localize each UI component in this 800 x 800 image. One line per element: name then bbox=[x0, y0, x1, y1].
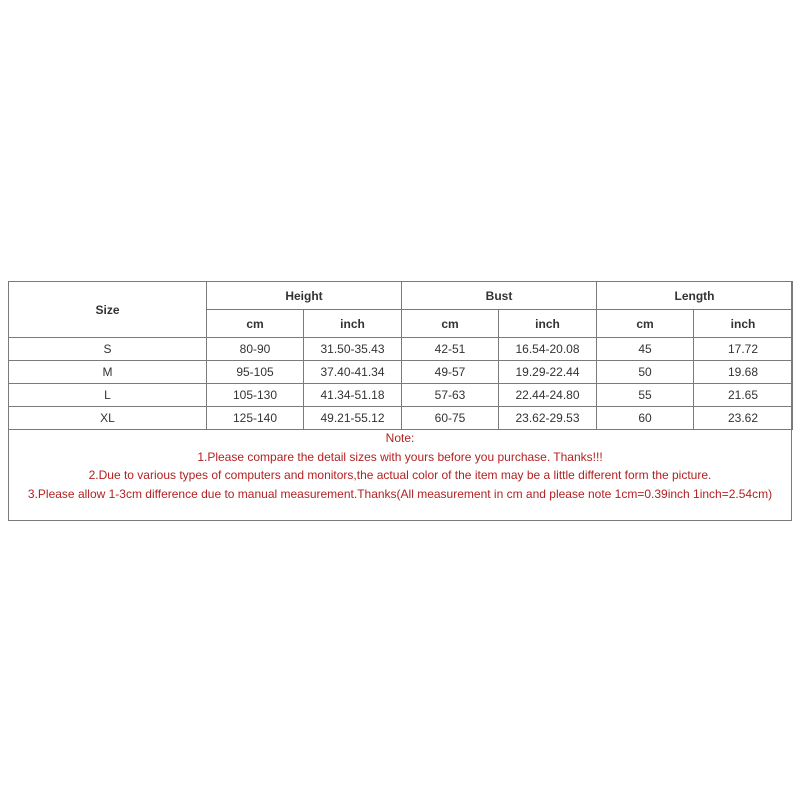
bust-cm-cell: 60-75 bbox=[402, 407, 499, 430]
bust-inch-cell: 16.54-20.08 bbox=[499, 338, 597, 361]
bust-cm-cell: 57-63 bbox=[402, 384, 499, 407]
unit-header-length-cm: cm bbox=[597, 310, 694, 338]
note-line-3: 3.Please allow 1-3cm difference due to manual measurement.Thanks(All measurement in cm and please note 1cm=0.39inch 1inch=2.54cm) bbox=[27, 486, 773, 501]
size-cell: XL bbox=[9, 407, 207, 430]
unit-header-bust-inch: inch bbox=[499, 310, 597, 338]
length-cm-cell: 60 bbox=[597, 407, 694, 430]
length-group-header: Length bbox=[597, 282, 793, 310]
size-table bbox=[8, 281, 793, 430]
header-group-row bbox=[9, 282, 793, 310]
unit-header-length-inch: inch bbox=[694, 310, 793, 338]
note-line-1: 1.Please compare the detail sizes with yours before you purchase. Thanks!!! bbox=[197, 449, 603, 464]
size-chart bbox=[8, 281, 792, 521]
note-title: Note: bbox=[385, 431, 415, 445]
table-row bbox=[9, 338, 793, 361]
height-cm-cell: 105-130 bbox=[207, 384, 304, 407]
bust-group-header: Bust bbox=[402, 282, 597, 310]
table-row bbox=[9, 384, 793, 407]
length-inch-cell: 21.65 bbox=[694, 384, 793, 407]
bust-cm-cell: 49-57 bbox=[402, 361, 499, 384]
table-row bbox=[9, 407, 793, 430]
height-inch-cell: 31.50-35.43 bbox=[304, 338, 402, 361]
length-inch-cell: 17.72 bbox=[694, 338, 793, 361]
bust-inch-cell: 23.62-29.53 bbox=[499, 407, 597, 430]
unit-header-height-cm: cm bbox=[207, 310, 304, 338]
length-cm-cell: 50 bbox=[597, 361, 694, 384]
unit-header-height-inch: inch bbox=[304, 310, 402, 338]
height-group-header: Height bbox=[207, 282, 402, 310]
height-inch-cell: 49.21-55.12 bbox=[304, 407, 402, 430]
bust-inch-cell: 19.29-22.44 bbox=[499, 361, 597, 384]
length-cm-cell: 55 bbox=[597, 384, 694, 407]
length-inch-cell: 23.62 bbox=[694, 407, 793, 430]
note-line-2: 2.Due to various types of computers and monitors,the actual color of the item may be a little different form the picture. bbox=[88, 468, 712, 482]
size-cell: M bbox=[9, 361, 207, 384]
bust-cm-cell: 42-51 bbox=[402, 338, 499, 361]
height-inch-cell: 37.40-41.34 bbox=[304, 361, 402, 384]
height-inch-cell: 41.34-51.18 bbox=[304, 384, 402, 407]
length-inch-cell: 19.68 bbox=[694, 361, 793, 384]
height-cm-cell: 95-105 bbox=[207, 361, 304, 384]
unit-header-bust-cm: cm bbox=[402, 310, 499, 338]
length-cm-cell: 45 bbox=[597, 338, 694, 361]
bust-inch-cell: 22.44-24.80 bbox=[499, 384, 597, 407]
table-row bbox=[9, 361, 793, 384]
height-cm-cell: 125-140 bbox=[207, 407, 304, 430]
notes-section bbox=[9, 429, 791, 503]
height-cm-cell: 80-90 bbox=[207, 338, 304, 361]
size-column-header: Size bbox=[9, 282, 207, 338]
size-cell: S bbox=[9, 338, 207, 361]
size-cell: L bbox=[9, 384, 207, 407]
